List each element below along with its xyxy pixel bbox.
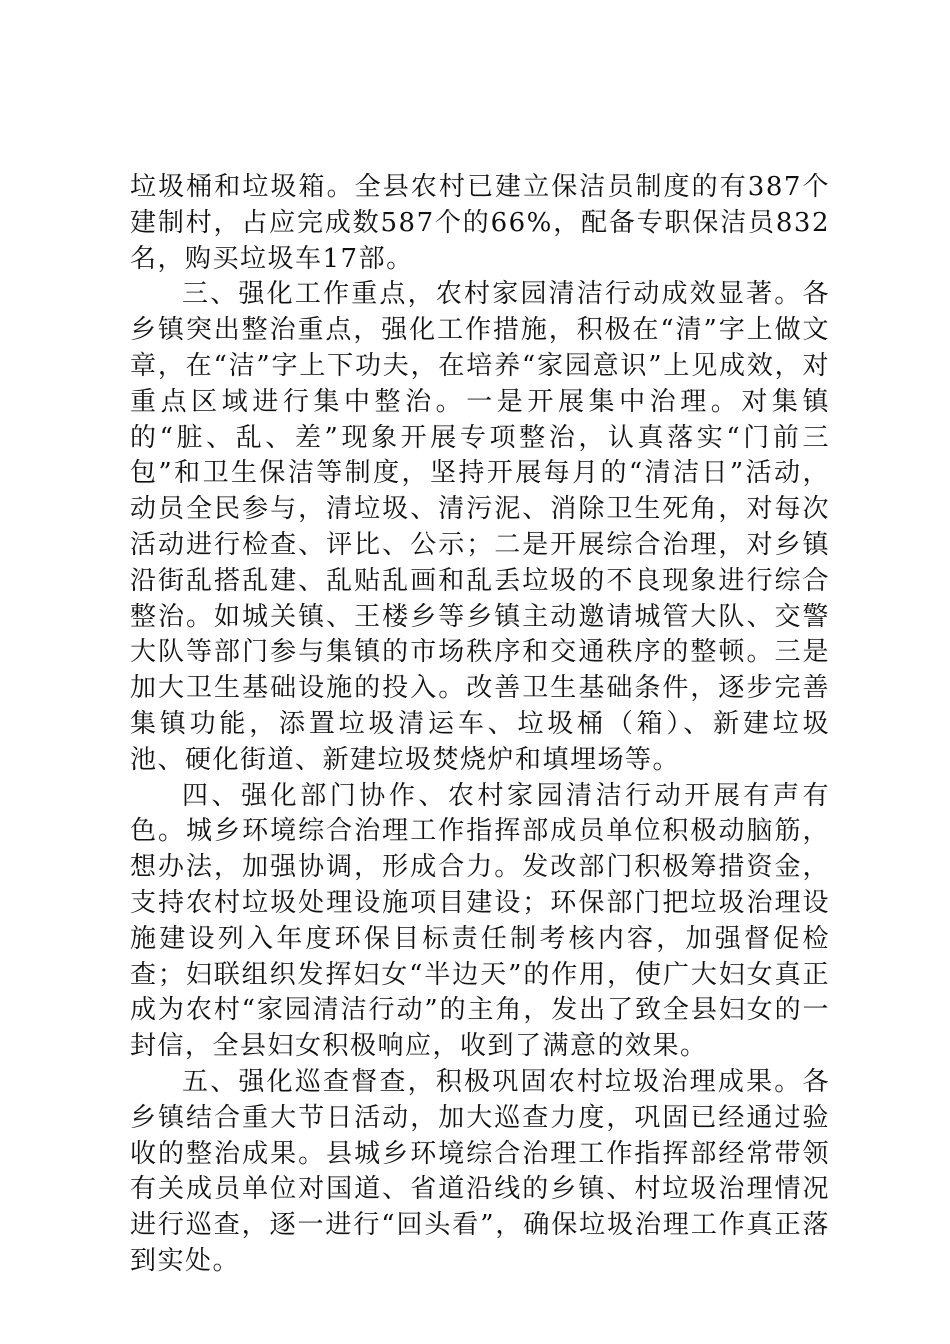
- document-body: [130, 170, 830, 1280]
- paragraph-section-five: 五、强化巡查督查，积极巩固农村垃圾治理成果。各乡镇结合重大节日活动，加大巡查力度，巩固已经通过验收的整治成果。县城乡环境综合治理工作指挥部经常带领有关成员单位对国道、省道沿线的乡镇、村垃圾治理情况进行巡查，逐一进行“回头看”，确保垃圾治理工作真正落到实处。: [130, 1066, 830, 1276]
- paragraph-continued: 垃圾桶和垃圾箱。全县农村已建立保洁员制度的有387个建制村，占应完成数587个的66%，配备专职保洁员832名，购买垃圾车17部。: [130, 172, 830, 274]
- paragraph-section-four: 四、强化部门协作、农村家园清洁行动开展有声有色。城乡环境综合治理工作指挥部成员单位积极动脑筋，想办法，加强协调，形成合力。发改部门积极筹措资金，支持农村垃圾处理设施项目建设；环保部门把垃圾治理设施建设列入年度环保目标责任制考核内容，加强督促检查；妇联组织发挥妇女“半边天”的作用，使广大妇女真正成为农村“家园清洁行动”的主角，发出了致全县妇女的一封信，全县妇女积极响应，收到了满意的效果。: [130, 780, 830, 1062]
- paragraph-section-three: 三、强化工作重点，农村家园清洁行动成效显著。各乡镇突出整治重点，强化工作措施，积极在“清”字上做文章，在“洁”字上下功夫，在培养“家园意识”上见成效，对重点区域进行集中整治。一是开展集中治理。对集镇的“脏、乱、差”现象开展专项整治，认真落实“门前三包”和卫生保洁等制度，坚持开展每月的“清洁日”活动，动员全民参与，清垃圾、清污泥、消除卫生死角，对每次活动进行检查、评比、公示；二是开展综合治理，对乡镇沿街乱搭乱建、乱贴乱画和乱丢垃圾的不良现象进行综合整治。如城关镇、王楼乡等乡镇主动邀请城管大队、交警大队等部门参与集镇的市场秩序和交通秩序的整顿。三是加大卫生基础设施的投入。改善卫生基础条件，逐步完善集镇功能，添置垃圾清运车、垃圾桶（箱）、新建垃圾池、硬化街道、新建垃圾焚烧炉和填埋场等。: [130, 279, 830, 775]
